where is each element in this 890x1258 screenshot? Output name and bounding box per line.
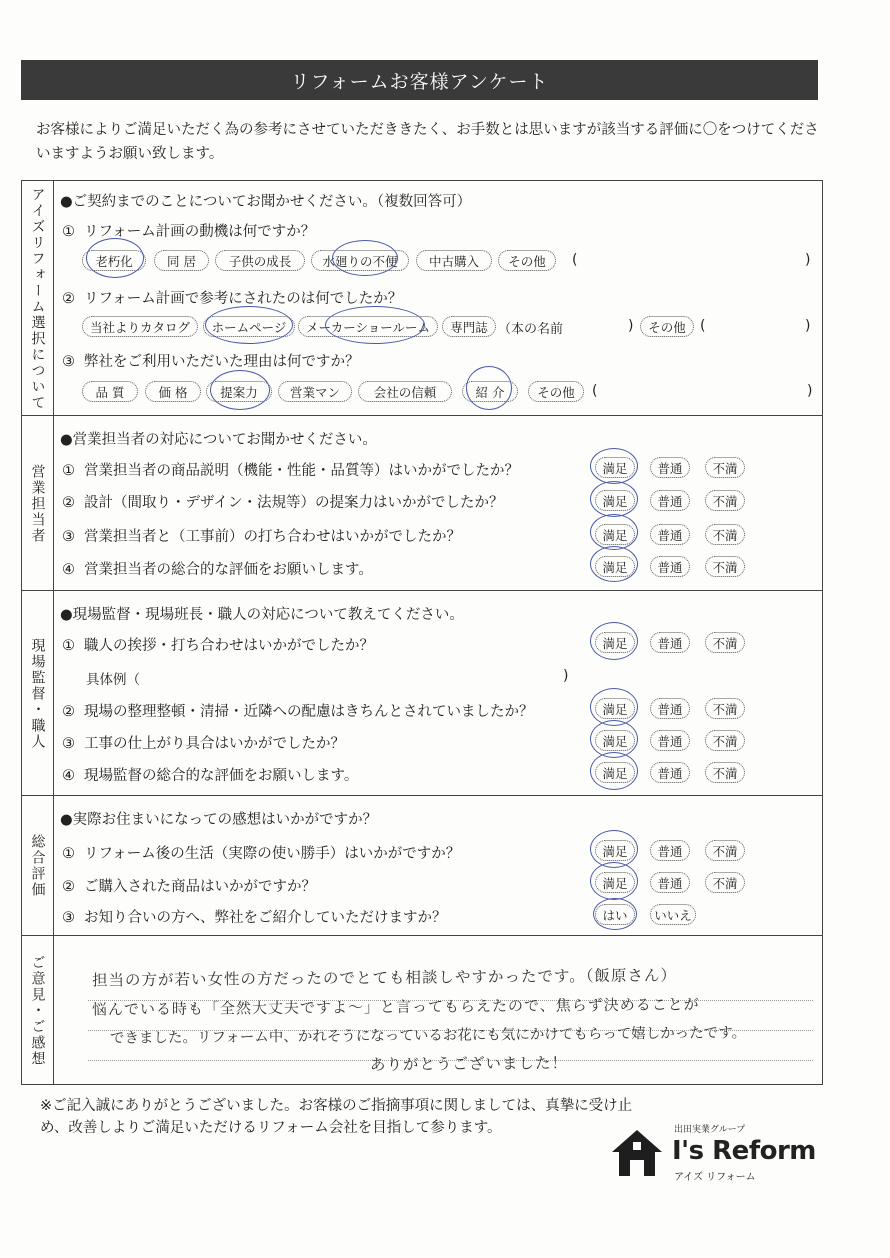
rating-good[interactable]: 満足	[595, 524, 635, 545]
paren-open: (	[700, 318, 706, 334]
answer-circle	[210, 370, 270, 410]
house-logo-icon	[610, 1128, 664, 1178]
option-trust[interactable]: 会社の信頼	[358, 381, 452, 402]
paren-close: )	[628, 318, 634, 334]
option-showroom[interactable]: メーカーショールーム	[298, 316, 438, 337]
example-label: 具体例（	[86, 672, 140, 688]
rating-good[interactable]: 満足	[595, 762, 635, 783]
s3-question-4: ④ 現場監督の総合的な評価をお願いします。	[62, 768, 359, 784]
s2-question-3: ③ 営業担当者と（工事前）の打ち合わせはいかがでしたか？	[62, 529, 461, 545]
s4-question-1: ① リフォーム後の生活（実際の使い勝手）はいかがですか？	[62, 846, 461, 862]
comment-line: ありがとうございました！	[369, 1054, 569, 1074]
option-price[interactable]: 価 格	[145, 381, 201, 402]
rating-normal[interactable]: 普通	[650, 457, 690, 478]
rating-normal[interactable]: 普通	[650, 556, 690, 577]
rating-good[interactable]: 満足	[595, 872, 635, 893]
rating-good[interactable]: 満足	[595, 730, 635, 751]
survey-title: リフォームお客様アンケート	[21, 60, 818, 100]
s3-question-2: ② 現場の整理整頓・清掃・近隣への配慮はきちんとされていましたか？	[62, 704, 534, 720]
option-quality[interactable]: 品 質	[82, 381, 138, 402]
s3-question-1: ① 職人の挨拶・打ち合わせはいかがでしたか？	[62, 638, 374, 654]
section-divider	[21, 415, 823, 416]
rating-bad[interactable]: 不満	[705, 762, 745, 783]
answer-circle	[332, 240, 398, 276]
comment-line: 担当の方が若い女性の方だったのでとても相談しやすかったです。（飯原さん）	[91, 966, 678, 990]
footer-note: ※ご記入誠にありがとうございました。お客様のご指摘事項に関しましては、真摯に受け止め、改善しよりご満足いただけるリフォーム会社を目指して参ります。	[40, 1098, 633, 1136]
option-catalog[interactable]: 当社よりカタログ	[82, 316, 198, 337]
side-label-site: 現場監督・職人	[29, 637, 46, 750]
option-salesman[interactable]: 営業マン	[278, 381, 352, 402]
option-used[interactable]: 中古購入	[416, 250, 492, 271]
rating-normal[interactable]: 普通	[650, 762, 690, 783]
side-divider	[53, 180, 54, 1085]
rating-bad[interactable]: 不満	[705, 872, 745, 893]
answer-circle	[593, 898, 637, 930]
logo-sub: アイズ リフォーム	[674, 1172, 756, 1183]
s2-question-1: ① 営業担当者の商品説明（機能・性能・品質等）はいかがでしたか？	[62, 463, 519, 479]
s2-question-2: ② 設計（間取り・デザイン・法規等）の提案力はいかがでしたか？	[62, 495, 504, 511]
answer-circle	[590, 622, 638, 660]
comment-line: できました。リフォーム中、かれそうになっているお花にも気にかけてもらって嬉しかったです。	[109, 1025, 747, 1047]
answer-circle	[590, 448, 638, 484]
intro-text: お客様によりご満足いただく為の参考にさせていただききたく、お手数とは思いますが該当する評価に〇をつけてくださいますようお願い致します。	[36, 122, 819, 162]
section-divider	[21, 590, 823, 591]
paren-close: )	[805, 318, 811, 334]
option-referral[interactable]: 紹 介	[462, 381, 518, 402]
side-label-choice: アイズリフォーム選択について	[29, 186, 46, 411]
rating-normal[interactable]: 普通	[650, 840, 690, 861]
rating-normal[interactable]: 普通	[650, 698, 690, 719]
section-divider	[21, 935, 823, 936]
answer-circle	[325, 306, 425, 344]
answer-no[interactable]: いいえ	[650, 904, 696, 925]
paren-close: )	[805, 252, 811, 268]
answer-circle	[466, 366, 512, 410]
answer-circle	[590, 752, 638, 790]
section2-heading: ●営業担当者の対応についてお聞かせください。	[60, 432, 377, 448]
rating-good[interactable]: 満足	[595, 632, 635, 653]
option-homepage[interactable]: ホームページ	[203, 316, 295, 337]
rating-bad[interactable]: 不満	[705, 457, 745, 478]
rating-normal[interactable]: 普通	[650, 730, 690, 751]
answer-circle	[590, 546, 638, 582]
rating-good[interactable]: 満足	[595, 698, 635, 719]
s1-question-3: ③ 弊社をご利用いただいた理由は何ですか？	[62, 354, 360, 370]
answer-circle	[86, 238, 144, 278]
rating-bad[interactable]: 不満	[705, 730, 745, 751]
option-other[interactable]: その他	[640, 316, 694, 337]
rating-bad[interactable]: 不満	[705, 632, 745, 653]
rating-normal[interactable]: 普通	[650, 490, 690, 511]
option-children[interactable]: 子供の成長	[215, 250, 305, 271]
section-divider	[21, 795, 823, 796]
answer-circle	[205, 306, 293, 344]
rating-bad[interactable]: 不満	[705, 840, 745, 861]
logo-group-label: 出田実業グループ	[674, 1125, 746, 1135]
side-label-comments: ご意見・ご感想	[29, 955, 46, 1067]
rating-normal[interactable]: 普通	[650, 632, 690, 653]
book-name-label: （本の名前	[498, 322, 564, 337]
option-proposal[interactable]: 提案力	[206, 381, 272, 402]
rating-bad[interactable]: 不満	[705, 698, 745, 719]
paren-open: (	[572, 252, 578, 268]
option-cohabit[interactable]: 同 居	[154, 250, 209, 271]
s1-question-1: ① リフォーム計画の動機は何ですか？	[62, 224, 316, 240]
option-other[interactable]: その他	[498, 250, 556, 271]
s4-question-3: ③ お知り合いの方へ、弊社をご紹介していただけますか？	[62, 910, 447, 926]
option-magazine[interactable]: 専門誌	[442, 316, 496, 337]
comment-line: 悩んでいる時も「全然大丈夫ですよ〜」と言ってもらえたので、焦らず決めることが	[91, 995, 700, 1019]
option-aging[interactable]: 老朽化	[82, 250, 146, 271]
section1-heading: ●ご契約までのことについてお聞かせください。（複数回答可）	[60, 194, 472, 210]
s3-question-3: ③ 工事の仕上がり具合はいかがでしたか？	[62, 736, 345, 752]
rating-good[interactable]: 満足	[595, 490, 635, 511]
s2-question-4: ④ 営業担当者の総合的な評価をお願いします。	[62, 562, 373, 578]
paren-open: (	[592, 383, 598, 399]
rating-good[interactable]: 満足	[595, 457, 635, 478]
answer-yes[interactable]: はい	[595, 904, 635, 925]
rating-bad[interactable]: 不満	[705, 490, 745, 511]
rating-normal[interactable]: 普通	[650, 872, 690, 893]
side-label-overall: 総合評価	[29, 834, 46, 898]
rating-bad[interactable]: 不満	[705, 556, 745, 577]
paren-close: )	[563, 668, 569, 684]
s1-question-2: ② リフォーム計画で参考にされたのは何でしたか？	[62, 291, 403, 307]
section4-heading: ●実際お住まいになっての感想はいかがですか？	[60, 812, 378, 828]
rating-normal[interactable]: 普通	[650, 524, 690, 545]
option-water[interactable]: 水廻りの不便	[311, 250, 409, 271]
rating-good[interactable]: 満足	[595, 840, 635, 861]
answer-circle	[590, 481, 638, 517]
rating-good[interactable]: 満足	[595, 556, 635, 577]
logo-brand: I's Reform	[672, 1136, 816, 1166]
section3-heading: ●現場監督・現場班長・職人の対応について教えてください。	[60, 607, 464, 623]
answer-circle	[590, 514, 638, 550]
rating-bad[interactable]: 不満	[705, 524, 745, 545]
option-other[interactable]: その他	[528, 381, 584, 402]
answer-circle	[590, 862, 638, 900]
side-label-sales: 営業担当者	[29, 463, 46, 544]
s4-question-2: ② ご購入された商品はいかがですか？	[62, 879, 316, 895]
paren-close: )	[807, 383, 813, 399]
